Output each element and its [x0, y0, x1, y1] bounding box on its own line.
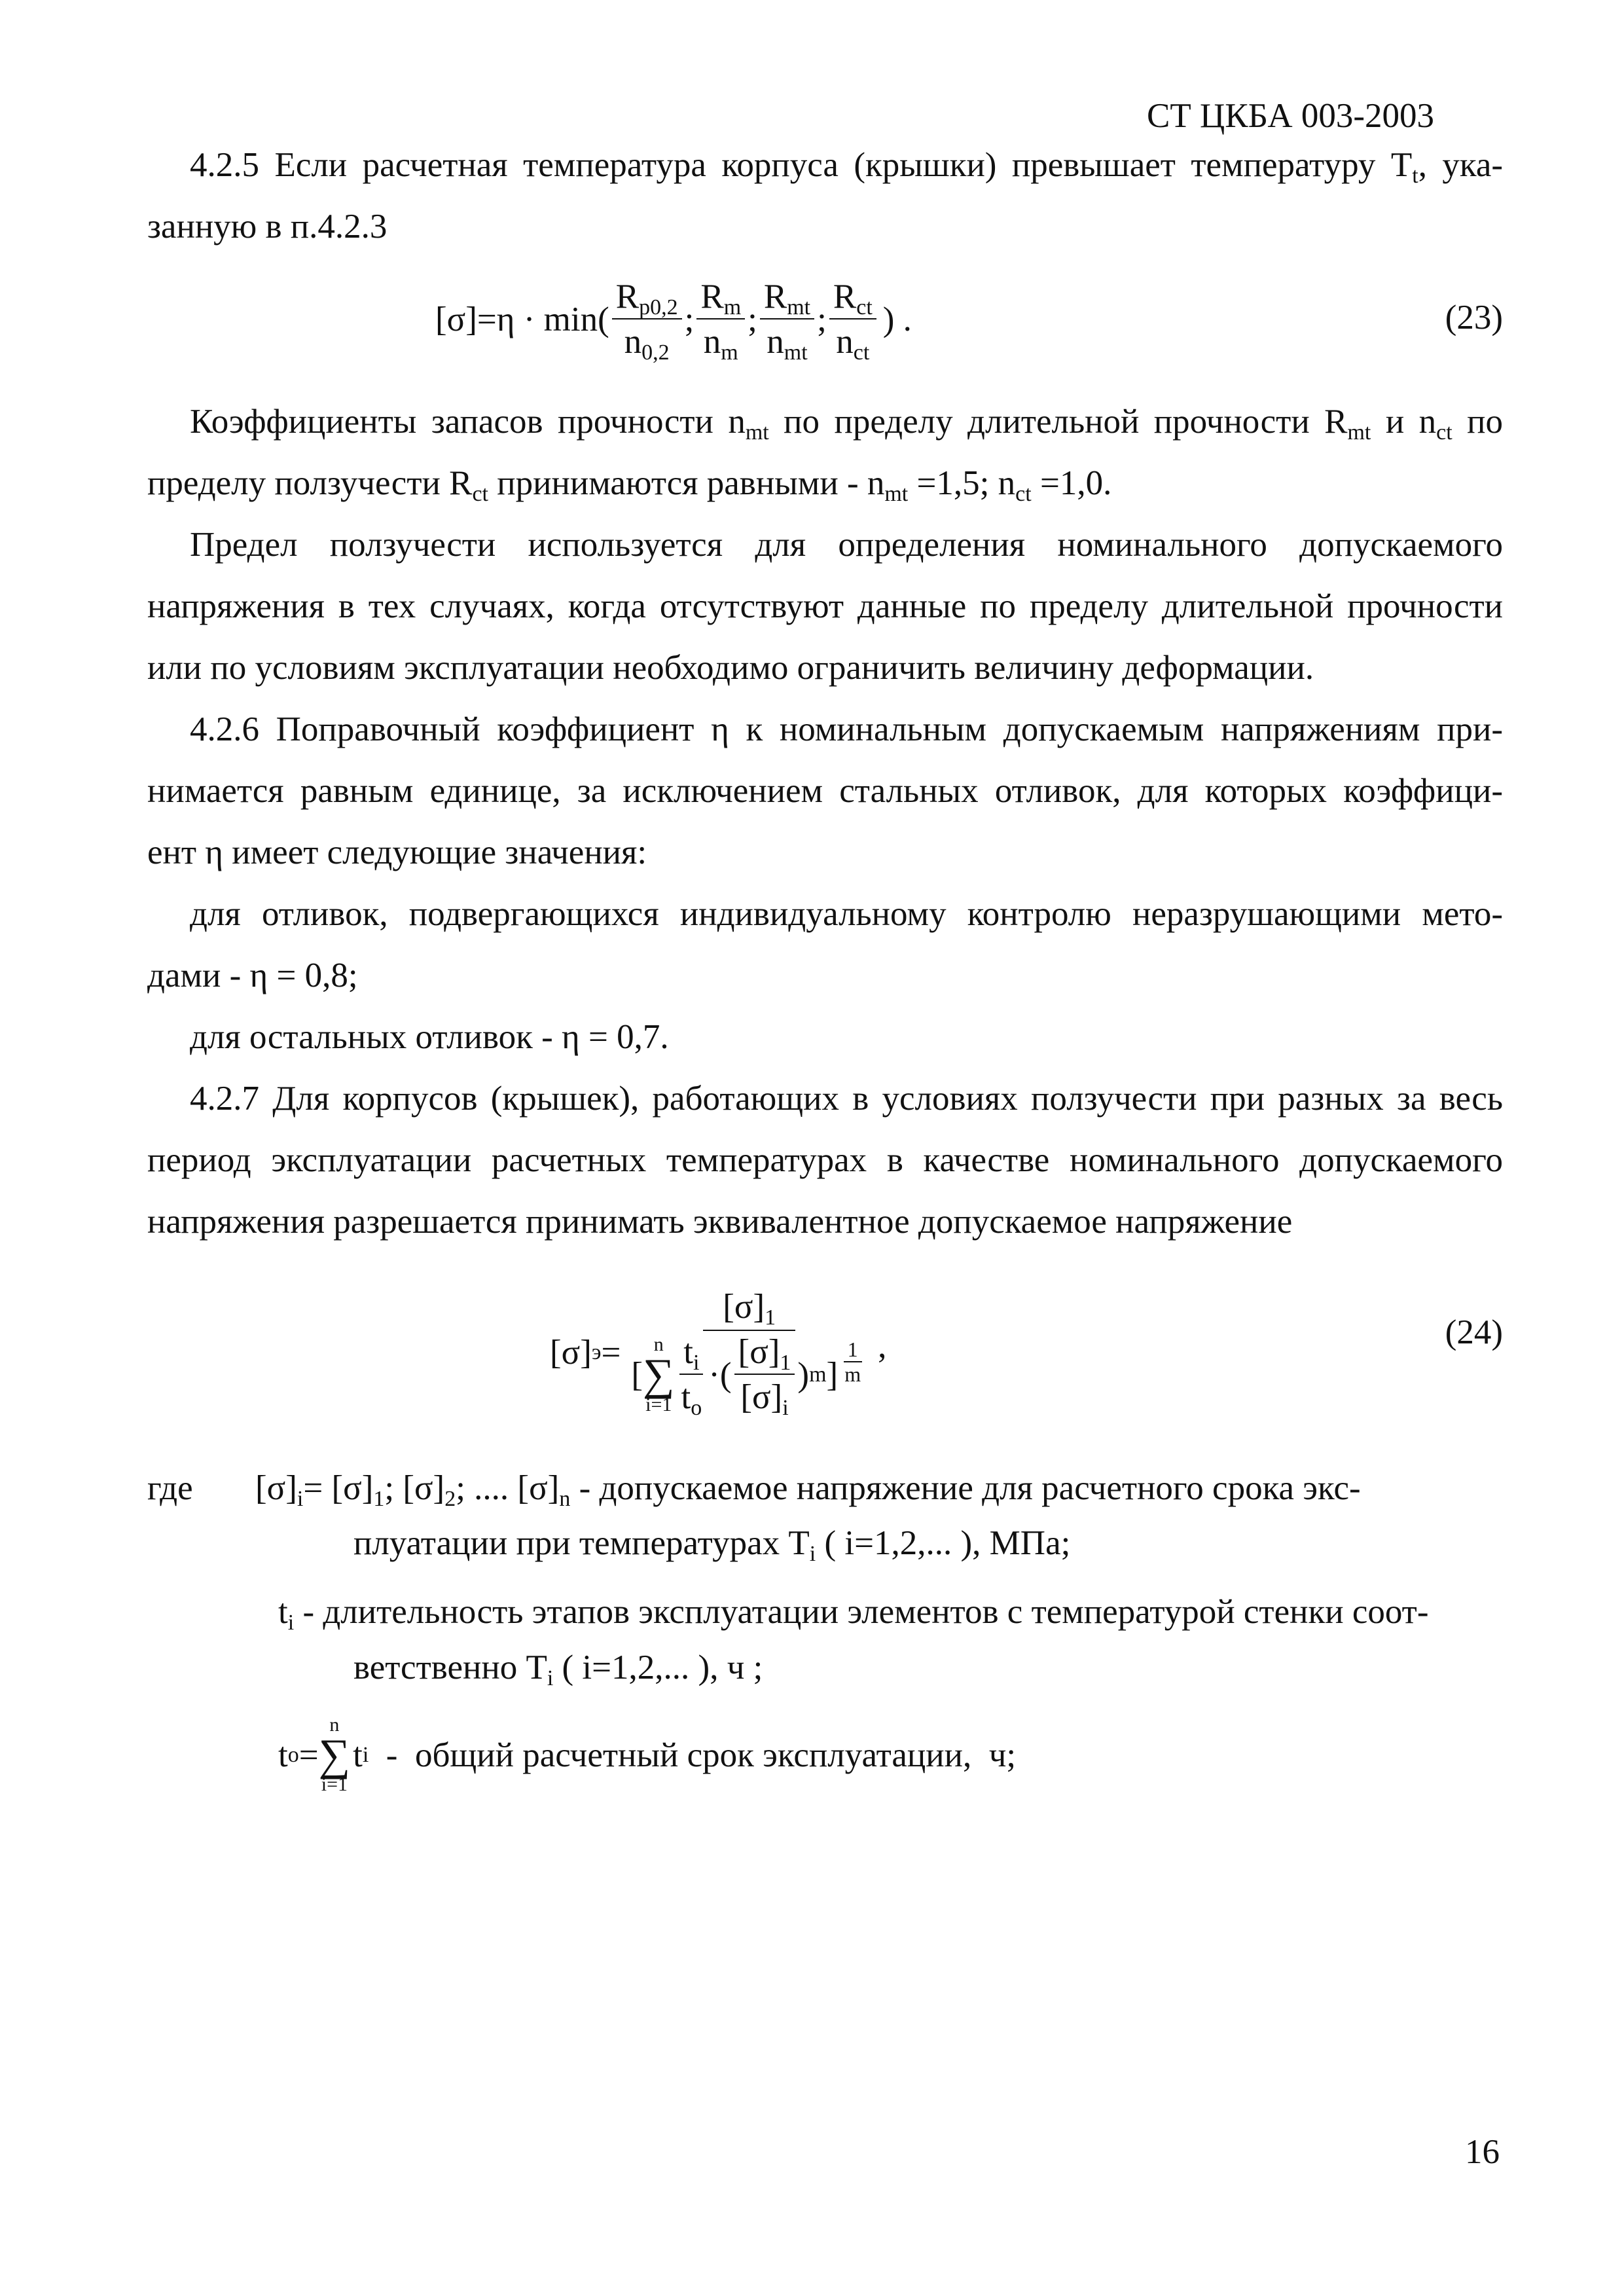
paragraph-4-2-6-line3: ент η имеет следующие значения:	[147, 833, 647, 871]
paragraph-4-2-6-line1: 4.2.6 Поправочный коэффициент η к номинальным допускаемым напряжениям при-	[190, 710, 1503, 748]
paragraph-4-2-6-line6: для остальных отливок - η = 0,7.	[190, 1018, 669, 1056]
definition-t-i: $t_i$ - длительность этапов эксплуатации элементов с температурой стенки соот-	[278, 1593, 1429, 1635]
creep-line2: напряжения в тех случаях, когда отсутствуют данные по пределу длительной прочности	[147, 587, 1503, 625]
equation-24: [σ] э = $[\sigma]_1$ [ n ∑ i=1 $\frac{t_i}{t_o}$ ·( $\frac{[\sigma]_1}{[\sigma]_i}$ ) m ] $\frac{1}{m}$ ,	[550, 1288, 887, 1420]
paragraph-4-2-7-line2: период эксплуатации расчетных температурах в качестве номинального допускаемого	[147, 1141, 1503, 1179]
page-number: 16	[1465, 2133, 1500, 2171]
paragraph-4-2-6-line2: нимается равным единице, за исключением стальных отливок, для которых коэффици-	[147, 772, 1503, 810]
document-id: СТ ЦКБА 003-2003	[1146, 97, 1434, 135]
creep-line1: Предел ползучести используется для определения номинального допускаемого	[190, 526, 1503, 564]
definition-t-i-cont: ветственно $T_i$ ( i=1,2,... ), ч ;	[353, 1649, 763, 1690]
coefficients-line2: пределу ползучести $R_{ct}$ принимаются равными - $n_{mt} =1,5$; $n_{ct} =1,0$.	[147, 464, 1112, 506]
equation-24-number: (24)	[1445, 1313, 1503, 1351]
definition-t-o: t o = n ∑ i=1 t i - общий расчетный срок эксплуатации, ч;	[278, 1714, 1017, 1796]
paragraph-4-2-5-line1: 4.2.5 Если расчетная температура корпуса (крышки) превышает температуру $T_t$, ука-	[190, 146, 1503, 188]
definition-sigma-i-cont: плуатации при температурах $T_i$ ( i=1,2,... ), МПа;	[353, 1524, 1071, 1566]
creep-line3: или по условиям эксплуатации необходимо ограничить величину деформации.	[147, 649, 1314, 687]
paragraph-4-2-5-line2: занную в п.4.2.3	[147, 208, 388, 246]
coefficients-line1: Коэффициенты запасов прочности $n_{mt}$ по пределу длительной прочности $R_{mt}$ и $n_{ct}$ по	[190, 403, 1503, 445]
equation-23: [σ]=η · min( $\frac{R_{p0,2}}{n_{0,2}}$ ; $\frac{R_m}{n_m}$ ; $\frac{R_{mt}}{n_{mt}}$ ; $\frac{R_{ct}}{n_{ct}}$ ) .	[435, 278, 912, 365]
paragraph-4-2-7-line3: напряжения разрешается принимать эквивалентное допускаемое напряжение	[147, 1203, 1293, 1241]
definition-sigma-i: $[\sigma]_i= [\sigma]_1$; $[\sigma]_2$; .... $[\sigma]_n$ - допускаемое напряжение для расчетного срока экс-	[255, 1469, 1361, 1511]
paragraph-4-2-7-line1: 4.2.7 Для корпусов (крышек), работающих в условиях ползучести при разных за весь	[190, 1080, 1503, 1118]
equation-23-number: (23)	[1445, 299, 1503, 337]
paragraph-4-2-6-line5: дами - η = 0,8;	[147, 957, 358, 994]
paragraph-4-2-6-line4: для отливок, подвергающихся индивидуальному контролю неразрушающими мето-	[190, 895, 1503, 933]
where-label: где	[147, 1469, 193, 1507]
